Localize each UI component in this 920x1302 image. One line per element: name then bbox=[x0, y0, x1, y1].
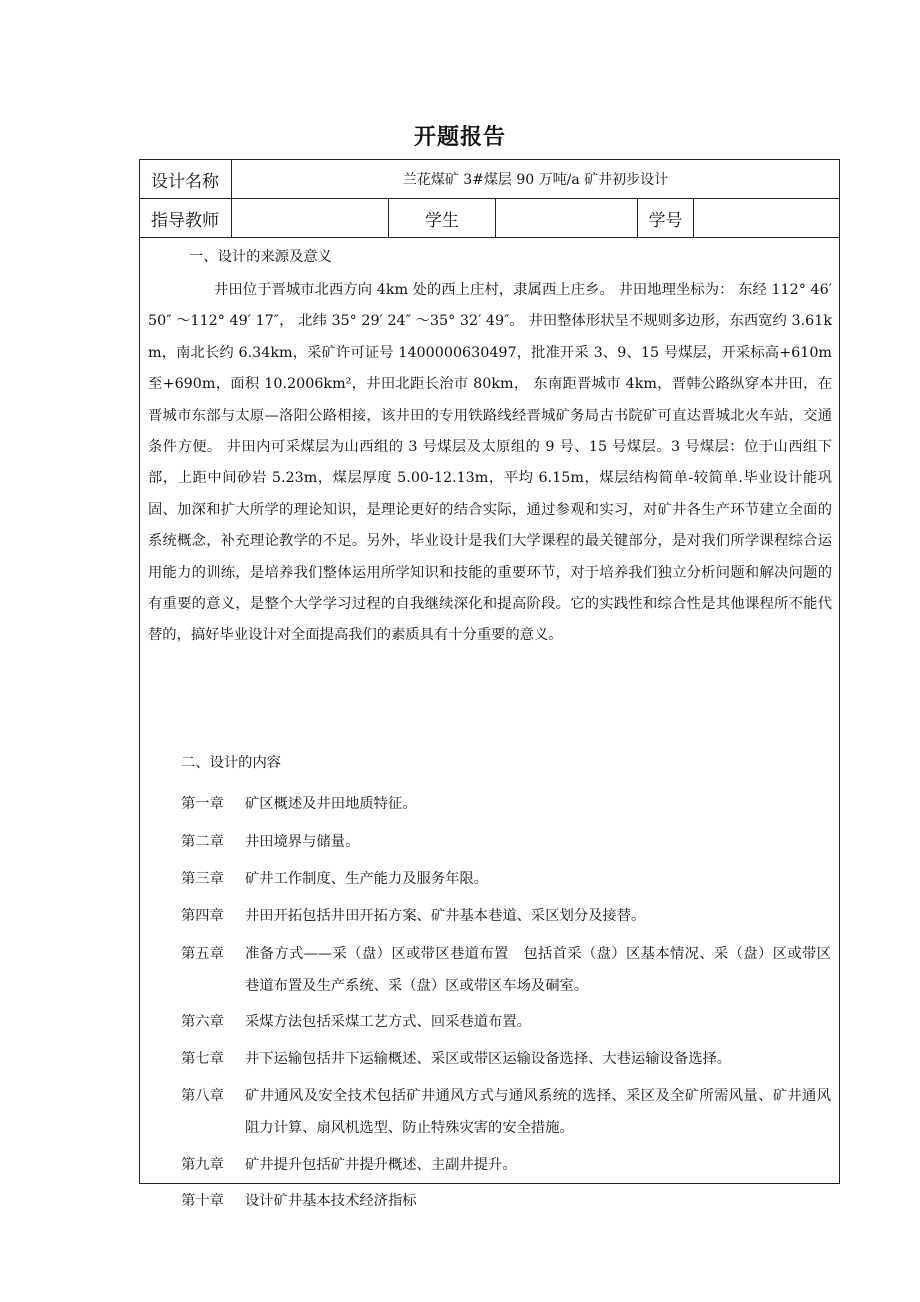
chapter-number: 第九章 bbox=[181, 1157, 224, 1173]
section1-heading: 一、设计的来源及意义 bbox=[189, 249, 332, 265]
design-name-row bbox=[140, 160, 839, 199]
chapter-text: 矿井通风及安全技术包括矿井通风方式与通风系统的选择、采区及全矿所需风量、矿井通风阻力计算、扇风机选型、防止特殊灾害的安全措施。 bbox=[245, 1088, 831, 1136]
chapter-item bbox=[181, 938, 831, 1002]
chapter-text: 矿区概述及井田地质特征。 bbox=[245, 796, 417, 812]
page-title: 开题报告 bbox=[413, 125, 506, 150]
chapter-item bbox=[181, 1149, 831, 1181]
chapter-item bbox=[181, 1043, 831, 1075]
chapter-text: 井田境界与储量。 bbox=[245, 834, 360, 850]
chapter-number: 第五章 bbox=[181, 946, 224, 962]
chapter-item bbox=[181, 1185, 831, 1217]
chapter-item bbox=[181, 1080, 831, 1144]
chapter-text: 设计矿井基本技术经济指标 bbox=[245, 1193, 417, 1209]
chapter-text: 矿井提升包括矿井提升概述、主副井提升。 bbox=[245, 1157, 517, 1173]
chapter-number: 第六章 bbox=[181, 1014, 224, 1030]
chapter-number: 第十章 bbox=[181, 1193, 224, 1209]
student-label-cell bbox=[389, 199, 496, 237]
chapter-number: 第八章 bbox=[181, 1088, 224, 1104]
chapter-number: 第七章 bbox=[181, 1051, 224, 1067]
chapter-item bbox=[181, 900, 831, 932]
advisor-label-cell bbox=[140, 199, 232, 237]
chapter-item bbox=[181, 788, 831, 820]
advisor-label: 指导教师 bbox=[151, 210, 219, 231]
student-label: 学生 bbox=[425, 210, 459, 231]
chapter-text: 井下运输包括井下运输概述、采区或带区运输设备选择、大巷运输设备选择。 bbox=[245, 1051, 732, 1067]
section2-heading: 二、设计的内容 bbox=[181, 755, 282, 771]
chapter-item bbox=[181, 826, 831, 858]
advisor-value-cell[interactable] bbox=[232, 199, 389, 237]
design-name-value-cell[interactable] bbox=[232, 160, 839, 198]
chapter-text: 准备方式——采（盘）区或带区巷道布置 包括首采（盘）区基本情况、采（盘）区或带区巷道布置及生产系统、采（盘）区或带区车场及硐室。 bbox=[245, 946, 831, 994]
report-content bbox=[140, 238, 839, 1209]
chapter-text: 井田开拓包括井田开拓方案、矿井基本巷道、采区划分及接替。 bbox=[245, 908, 646, 924]
chapter-item bbox=[181, 1006, 831, 1038]
chapter-number: 第四章 bbox=[181, 908, 224, 924]
student-id-label: 学号 bbox=[648, 210, 683, 231]
chapter-number: 第二章 bbox=[181, 834, 224, 850]
chapter-text: 采煤方法包括采煤工艺方式、回采巷道布置。 bbox=[245, 1014, 531, 1030]
chapter-number: 第三章 bbox=[181, 871, 224, 887]
people-row bbox=[140, 199, 839, 238]
chapter-item bbox=[181, 863, 831, 895]
chapter-text: 矿井工作制度、生产能力及服务年限。 bbox=[245, 871, 489, 887]
report-form bbox=[139, 159, 840, 1209]
student-id-label-cell bbox=[638, 199, 694, 237]
chapter-number: 第一章 bbox=[181, 796, 224, 812]
section1-paragraph: 井田位于晋城市北西方向 4km 处的西上庄村，隶属西上庄乡。 井田地理坐标为： 东经 112° 46′ 50″ ～112° 49′ 17″， 北纬 35° 29′ 24″ ～35° 32′ 49″。 井田整体形状呈不规则多边形，东西宽约 3.61km，南北长约 6.34km，采矿许可证号 1400000630497，批准开采 3、9、15 号煤层，开采标高+610m 至+690m，面积 10.2006km²，井田北距长治市 80km， 东南距晋城市 4km，晋韩公路纵穿本井田，在晋城市东部与太原—洛阳公路相接，该井田的专用铁路线经晋城矿务局古书院矿可直达晋城北火车站，交通条件方便。 井田内可采煤层为山西组的 3 号煤层及太原组的 9 号、15 号煤层。3 号煤层：位于山西组下部，上距中间砂岩 5.23m，煤层厚度 5.00-12.13m，平均 6.15m，煤层结构简单-较简单.毕业设计能巩固、加深和扩大所学的理论知识，是理论更好的结合实际，通过参观和实习，对矿井各生产环节建立全面的系统概念，补充理论教学的不足。另外，毕业设计是我们大学课程的最关键部分，是对我们所学课程综合运用能力的训练，是培养我们整体运用所学知识和技能的重要环节，对于培养我们独立分析问题和解决问题的有重要的意义，是整个大学学习过程的自我继续深化和提高阶段。它的实践性和综合性是其他课程所不能代替的，搞好毕业设计对全面提高我们的素质具有十分重要的意义。 bbox=[148, 282, 832, 644]
design-name-label: 设计名称 bbox=[151, 171, 219, 192]
design-name-label-cell bbox=[140, 160, 232, 198]
student-id-value-cell[interactable] bbox=[694, 199, 839, 237]
design-name-value: 兰花煤矿 3#煤层 90 万吨/a 矿井初步设计 bbox=[402, 172, 669, 188]
student-value-cell[interactable] bbox=[496, 199, 638, 237]
